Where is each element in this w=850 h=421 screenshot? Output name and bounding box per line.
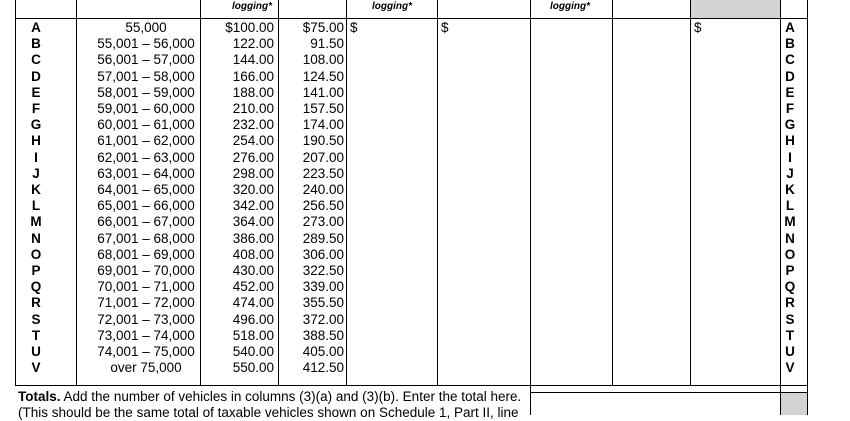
row-letter-right: F [785, 101, 795, 116]
row-letter-right: R [785, 295, 795, 311]
row-letter-right: S [785, 311, 795, 327]
weight-range: 74,001 – 75,000 [97, 344, 195, 359]
table-row [0, 247, 850, 263]
row-letter: G [30, 117, 42, 133]
row-letter-right: C [785, 52, 795, 68]
row-letter-right: Q [784, 279, 796, 295]
row-letter: M [30, 214, 42, 230]
tax-col-3b: 289.50 [302, 230, 344, 246]
row-letter-right: P [785, 263, 795, 278]
tax-col-3b: 141.00 [302, 84, 344, 100]
tax-col-3b: 174.00 [302, 117, 344, 133]
table-row [0, 198, 850, 214]
table-row [0, 328, 850, 344]
table-row [0, 150, 850, 166]
row-letter: C [31, 52, 41, 68]
weight-range: 60,001 – 61,000 [97, 117, 195, 133]
tax-col-3a: 496.00 [232, 311, 274, 327]
tax-col-3b: 306.00 [302, 246, 344, 262]
totals-label: Totals. [18, 389, 61, 404]
tax-col-3b: 273.00 [302, 214, 344, 230]
tax-col-3a: 122.00 [232, 36, 274, 52]
tax-col-3a: 320.00 [232, 182, 274, 197]
row-letter-right: A [785, 20, 795, 35]
table-row [0, 312, 850, 328]
row-letter-right: T [785, 327, 795, 343]
row-letter: J [32, 165, 40, 181]
tax-col-3b: 207.00 [302, 149, 344, 165]
row-letter: L [31, 198, 41, 214]
row-letter: Q [30, 279, 42, 295]
tax-col-3a: 540.00 [232, 344, 274, 359]
row-letter: F [31, 101, 41, 116]
weight-range: 59,001 – 60,000 [97, 101, 195, 116]
row-letter: R [31, 295, 41, 311]
row-letter: V [31, 360, 41, 376]
tax-col-3a: 430.00 [232, 263, 274, 278]
tax-col-3a: 254.00 [232, 133, 274, 149]
tax-col-3a: 518.00 [232, 327, 274, 343]
row-letter-right: U [785, 344, 795, 359]
weight-range: 71,001 – 72,000 [97, 295, 195, 311]
row-letter-right: J [786, 165, 794, 181]
table-row [0, 182, 850, 198]
tax-col-3b: 124.50 [302, 68, 344, 84]
row-letter-right: O [784, 246, 796, 262]
tax-col-3a: 342.00 [232, 198, 274, 214]
row-letter: E [31, 84, 41, 100]
tax-col-3a: 474.00 [232, 295, 274, 311]
weight-range: 70,001 – 71,000 [97, 279, 195, 295]
row-letter-right: I [788, 149, 792, 165]
table-row [0, 344, 850, 360]
totals-input[interactable] [531, 393, 780, 415]
weight-range: 55,000 [125, 20, 167, 35]
row-letter-right: B [785, 36, 795, 52]
table-row [0, 279, 850, 295]
row-letter: I [34, 149, 38, 165]
table-row [0, 36, 850, 52]
row-letter-right: D [785, 68, 795, 84]
row-letter: K [31, 182, 41, 197]
weight-range: 55,001 – 56,000 [97, 36, 195, 52]
tax-col-3b: 405.00 [302, 344, 344, 359]
table-row [0, 295, 850, 311]
header-col-4a: logging* [372, 1, 412, 12]
tax-col-3a: 210.00 [232, 101, 274, 116]
table-row [0, 69, 850, 85]
tax-col-3b: 157.50 [302, 101, 344, 116]
table-row [0, 360, 850, 376]
row-letter: B [31, 36, 41, 52]
weight-range: 68,001 – 69,000 [97, 246, 195, 262]
row-letter: S [31, 311, 41, 327]
weight-range: over 75,000 [110, 360, 182, 376]
table-row [0, 101, 850, 117]
weight-range: 63,001 – 64,000 [97, 165, 195, 181]
row-letter-right: M [784, 214, 796, 230]
table-row [0, 214, 850, 230]
tax-col-3a: $100.00 [225, 20, 274, 35]
gray-totals-cell [781, 392, 807, 415]
row-letter: N [31, 230, 41, 246]
row-letter: D [31, 68, 41, 84]
tax-col-3a: 386.00 [232, 230, 274, 246]
table-row [0, 52, 850, 68]
weight-range: 58,001 – 59,000 [97, 84, 195, 100]
weight-range: 64,001 – 65,000 [97, 182, 195, 197]
weight-range: 72,001 – 73,000 [97, 311, 195, 327]
row-letter-right: E [785, 84, 795, 100]
weight-range: 61,001 – 62,000 [97, 133, 195, 149]
tax-col-3b: 91.50 [310, 36, 344, 52]
header-col-5a: logging* [550, 1, 590, 12]
totals-text-1: Add the number of vehicles in columns (3)(a) and (3)(b). Enter the total here. [63, 389, 522, 404]
weight-range: 67,001 – 68,000 [97, 230, 195, 246]
weight-range: 69,001 – 70,000 [97, 263, 195, 278]
tax-col-3b: 223.50 [302, 165, 344, 181]
weight-range: 57,001 – 58,000 [97, 68, 195, 84]
tax-col-3a: 188.00 [232, 84, 274, 100]
tax-col-3a: 550.00 [232, 360, 274, 376]
weight-range: 62,001 – 63,000 [97, 149, 195, 165]
row-letter: O [30, 246, 42, 262]
weight-range: 73,001 – 74,000 [97, 327, 195, 343]
tax-col-3b: 190.50 [302, 133, 344, 149]
tax-col-3a: 276.00 [232, 149, 274, 165]
dollar-sign-4a: $ [350, 20, 358, 35]
totals-text-2: (This should be the same total of taxable vehicles shown on Schedule 1, Part II, line [18, 405, 519, 420]
weight-range: 65,001 – 66,000 [97, 198, 195, 214]
tax-col-3a: 166.00 [232, 68, 274, 84]
header-col-3a: logging* [232, 1, 272, 12]
row-letter: U [31, 344, 41, 359]
row-letter: P [31, 263, 41, 278]
gray-header-cell [690, 0, 780, 18]
row-letter-right: H [785, 133, 795, 149]
tax-col-3b: $75.00 [302, 20, 344, 35]
tax-col-3b: 355.50 [302, 295, 344, 311]
table-row [0, 133, 850, 149]
row-letter-right: N [785, 230, 795, 246]
tax-col-3b: 108.00 [302, 52, 344, 68]
dollar-sign-6: $ [694, 20, 702, 35]
table-row [0, 20, 850, 36]
tax-col-3b: 372.00 [302, 311, 344, 327]
table-row [0, 263, 850, 279]
dollar-sign-4b: $ [441, 20, 449, 35]
table-row [0, 231, 850, 247]
tax-col-3b: 240.00 [302, 182, 344, 197]
tax-col-3b: 412.50 [302, 360, 344, 376]
table-row [0, 166, 850, 182]
tax-col-3b: 322.50 [302, 263, 344, 278]
row-letter: A [31, 20, 41, 35]
table-row [0, 117, 850, 133]
tax-col-3a: 232.00 [232, 117, 274, 133]
row-letter-right: L [785, 198, 795, 214]
weight-range: 56,001 – 57,000 [97, 52, 195, 68]
tax-col-3b: 256.50 [302, 198, 344, 214]
row-letter: T [31, 327, 41, 343]
tax-col-3a: 364.00 [232, 214, 274, 230]
tax-col-3b: 339.00 [302, 279, 344, 295]
totals-line-1 [18, 389, 521, 405]
tax-col-3b: 388.50 [302, 327, 344, 343]
table-row [0, 85, 850, 101]
row-letter-right: G [784, 117, 796, 133]
row-letter-right: K [785, 182, 795, 197]
weight-range: 66,001 – 67,000 [97, 214, 195, 230]
row-letter: H [31, 133, 41, 149]
row-letter-right: V [785, 360, 795, 376]
tax-col-3a: 408.00 [232, 246, 274, 262]
tax-col-3a: 452.00 [232, 279, 274, 295]
tax-col-3a: 144.00 [232, 52, 274, 68]
tax-col-3a: 298.00 [232, 165, 274, 181]
